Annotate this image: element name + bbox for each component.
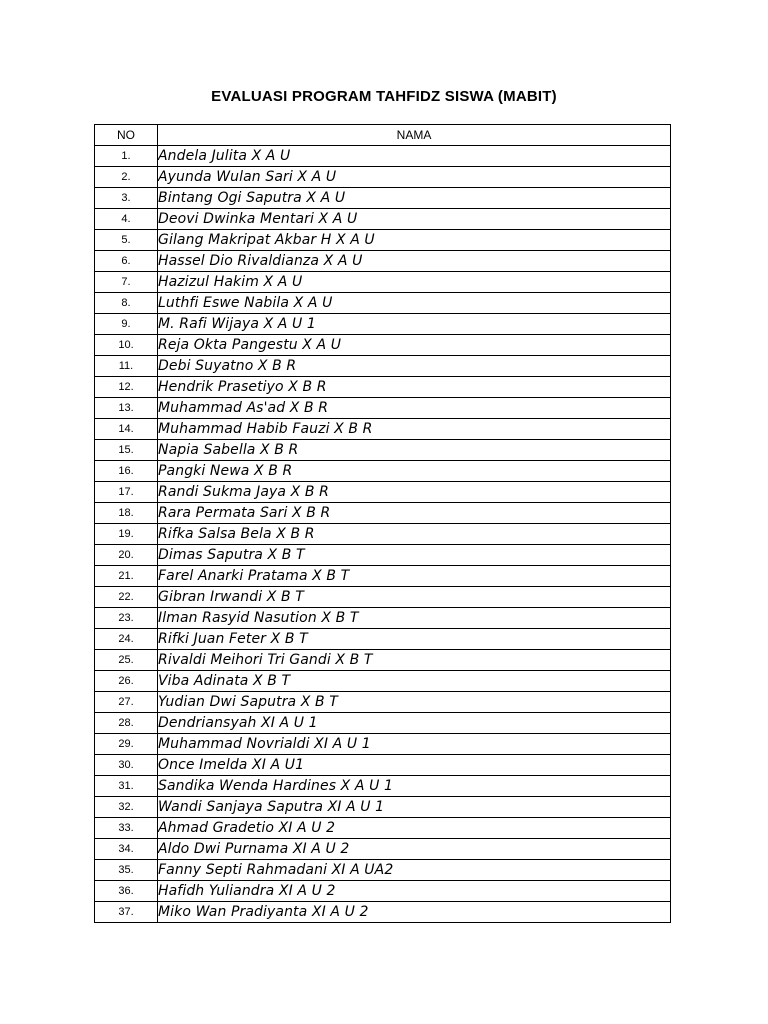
table-row [95,398,671,419]
student-name: Luthfi Eswe Nabila X A U [158,293,671,314]
row-number: 31. [95,776,158,797]
table-row [95,440,671,461]
row-number: 27. [95,692,158,713]
row-number: 3. [95,188,158,209]
student-name: Hazizul Hakim X A U [158,272,671,293]
student-name: Ahmad Gradetio XI A U 2 [158,818,671,839]
table-row [95,272,671,293]
row-number: 9. [95,314,158,335]
table-row [95,608,671,629]
page-title: EVALUASI PROGRAM TAHFIDZ SISWA (MABIT) [211,88,557,105]
student-name: Gibran Irwandi X B T [158,587,671,608]
table-row [95,230,671,251]
row-number: 26. [95,671,158,692]
row-number: 23. [95,608,158,629]
student-name: Bintang Ogi Saputra X A U [158,188,671,209]
row-number: 37. [95,902,158,923]
row-number: 19. [95,524,158,545]
row-number: 21. [95,566,158,587]
row-number: 36. [95,881,158,902]
student-name: Muhammad Habib Fauzi X B R [158,419,671,440]
table-row [95,839,671,860]
row-number: 1. [95,146,158,167]
student-name: Fanny Septi Rahmadani XI A UA2 [158,860,671,881]
table-row [95,734,671,755]
row-number: 24. [95,629,158,650]
table-row [95,419,671,440]
table-row [95,587,671,608]
row-number: 18. [95,503,158,524]
row-number: 2. [95,167,158,188]
student-name: Andela Julita X A U [158,146,671,167]
table-row [95,881,671,902]
student-name: Ayunda Wulan Sari X A U [158,167,671,188]
table-row [95,314,671,335]
table-row [95,209,671,230]
table-row [95,650,671,671]
student-name: Rifka Salsa Bela X B R [158,524,671,545]
student-name: Sandika Wenda Hardines X A U 1 [158,776,671,797]
table-row [95,335,671,356]
row-number: 11. [95,356,158,377]
table-row [95,629,671,650]
header-nama: NAMA [158,125,671,146]
student-name: Once Imelda XI A U1 [158,755,671,776]
student-name: Wandi Sanjaya Saputra XI A U 1 [158,797,671,818]
student-name: Farel Anarki Pratama X B T [158,566,671,587]
table-row [95,524,671,545]
row-number: 25. [95,650,158,671]
table-row [95,482,671,503]
table-row [95,503,671,524]
student-name: Randi Sukma Jaya X B R [158,482,671,503]
student-name: Gilang Makripat Akbar H X A U [158,230,671,251]
student-name: Debi Suyatno X B R [158,356,671,377]
student-name: Hassel Dio Rivaldianza X A U [158,251,671,272]
table-row [95,356,671,377]
row-number: 12. [95,377,158,398]
row-number: 30. [95,755,158,776]
row-number: 4. [95,209,158,230]
student-name: Dimas Saputra X B T [158,545,671,566]
table-row [95,566,671,587]
student-name: Napia Sabella X B R [158,440,671,461]
table-row [95,797,671,818]
table-body [95,146,671,923]
row-number: 10. [95,335,158,356]
student-name: M. Rafi Wijaya X A U 1 [158,314,671,335]
row-number: 13. [95,398,158,419]
table-row [95,713,671,734]
table-row [95,251,671,272]
row-number: 33. [95,818,158,839]
student-name: Aldo Dwi Purnama XI A U 2 [158,839,671,860]
row-number: 8. [95,293,158,314]
row-number: 35. [95,860,158,881]
row-number: 14. [95,419,158,440]
table-row [95,860,671,881]
student-name: Miko Wan Pradiyanta XI A U 2 [158,902,671,923]
student-name: Ilman Rasyid Nasution X B T [158,608,671,629]
row-number: 15. [95,440,158,461]
student-name: Yudian Dwi Saputra X B T [158,692,671,713]
row-number: 20. [95,545,158,566]
student-table [94,124,671,923]
row-number: 28. [95,713,158,734]
student-name: Reja Okta Pangestu X A U [158,335,671,356]
row-number: 5. [95,230,158,251]
table-row [95,902,671,923]
student-name: Viba Adinata X B T [158,671,671,692]
student-name: Dendriansyah XI A U 1 [158,713,671,734]
student-name: Rivaldi Meihori Tri Gandi X B T [158,650,671,671]
row-number: 16. [95,461,158,482]
table-row [95,671,671,692]
student-name: Pangki Newa X B R [158,461,671,482]
table-header-row [95,125,671,146]
table-row [95,167,671,188]
table-row [95,692,671,713]
student-name: Rifki Juan Feter X B T [158,629,671,650]
row-number: 17. [95,482,158,503]
table-row [95,293,671,314]
table-row [95,377,671,398]
student-name: Rara Permata Sari X B R [158,503,671,524]
student-name: Hendrik Prasetiyo X B R [158,377,671,398]
student-name: Deovi Dwinka Mentari X A U [158,209,671,230]
student-name: Muhammad Novrialdi XI A U 1 [158,734,671,755]
row-number: 22. [95,587,158,608]
row-number: 7. [95,272,158,293]
row-number: 6. [95,251,158,272]
table-row [95,188,671,209]
table-row [95,755,671,776]
table-row [95,776,671,797]
table-row [95,146,671,167]
row-number: 29. [95,734,158,755]
table-row [95,545,671,566]
table-row [95,818,671,839]
row-number: 32. [95,797,158,818]
table-row [95,461,671,482]
row-number: 34. [95,839,158,860]
student-name: Hafidh Yuliandra XI A U 2 [158,881,671,902]
header-no: NO [95,125,158,146]
student-name: Muhammad As'ad X B R [158,398,671,419]
